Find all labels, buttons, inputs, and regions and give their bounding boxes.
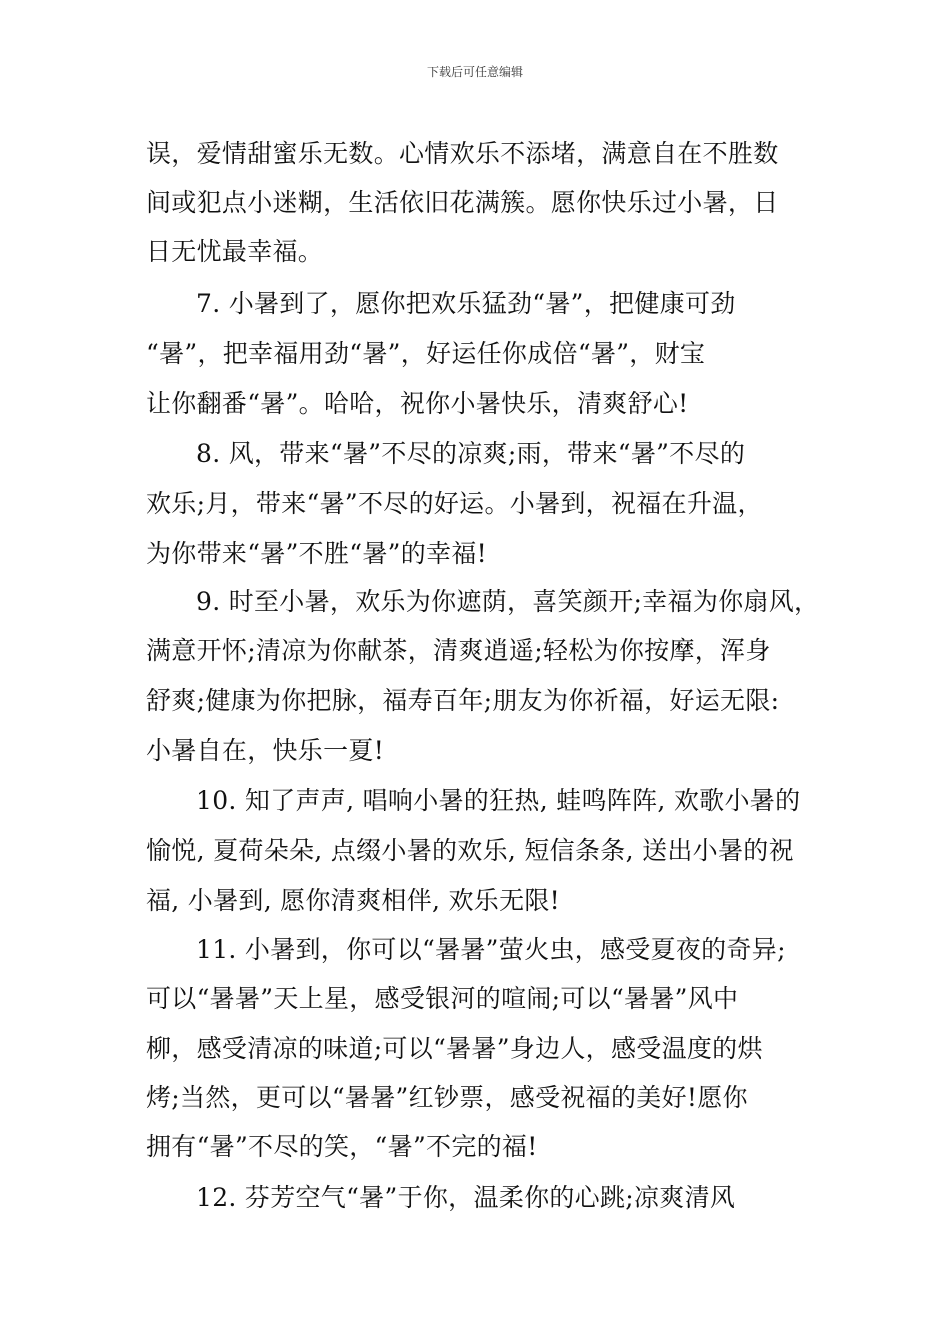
text-line: “暑”，把幸福用劲“暑”，好运任你成倍“暑”，财宝 bbox=[146, 339, 706, 368]
text-line: 让你翻番“暑”。哈哈，祝你小暑快乐，清爽舒心! bbox=[146, 389, 689, 418]
text-line: 8. 风，带来“暑”不尽的凉爽;雨，带来“暑”不尽的 bbox=[196, 439, 746, 468]
text-line: 拥有“暑”不尽的笑，“暑”不完的福! bbox=[146, 1132, 538, 1161]
text-line: 愉悦, 夏荷朵朵, 点缀小暑的欢乐, 短信条条, 送出小暑的祝 bbox=[146, 836, 794, 865]
text-line: 满意开怀;清凉为你献茶，清爽逍遥;轻松为你按摩，浑身 bbox=[146, 636, 771, 665]
text-line: 烤;当然，更可以“暑暑”红钞票，感受祝福的美好!愿你 bbox=[146, 1083, 748, 1112]
text-line: 9. 时至小暑，欢乐为你遮荫，喜笑颜开;幸福为你扇风， bbox=[196, 587, 820, 616]
text-line: 欢乐;月，带来“暑”不尽的好运。小暑到，祝福在升温， bbox=[146, 489, 763, 518]
text-line: 7. 小暑到了，愿你把欢乐猛劲“暑”，把健康可劲 bbox=[196, 289, 736, 318]
page-header: 下载后可任意编辑 bbox=[426, 65, 523, 79]
text-line: 日无忧最幸福。 bbox=[146, 237, 324, 266]
text-line: 福, 小暑到, 愿你清爽相伴, 欢乐无限! bbox=[146, 886, 561, 915]
text-line: 柳，感受清凉的味道;可以“暑暑”身边人，感受温度的烘 bbox=[146, 1034, 763, 1063]
text-line: 为你带来“暑”不胜“暑”的幸福! bbox=[146, 539, 487, 568]
text-line: 12. 芬芳空气“暑”于你，温柔你的心跳;凉爽清风 bbox=[196, 1183, 736, 1212]
text-line: 误，爱情甜蜜乐无数。心情欢乐不添堵，满意自在不胜数 bbox=[146, 139, 779, 168]
text-line: 10. 知了声声, 唱响小暑的狂热, 蛙鸣阵阵, 欢歌小暑的 bbox=[196, 786, 801, 815]
text-line: 间或犯点小迷糊，生活依旧花满簇。愿你快乐过小暑，日 bbox=[146, 188, 779, 217]
text-line: 舒爽;健康为你把脉，福寿百年;朋友为你祈福，好运无限: bbox=[146, 686, 780, 715]
text-line: 小暑自在，快乐一夏! bbox=[146, 736, 385, 765]
text-line: 可以“暑暑”天上星，感受银河的喧闹;可以“暑暑”风中 bbox=[146, 984, 739, 1013]
text-line: 11. 小暑到，你可以“暑暑”萤火虫，感受夏夜的奇异; bbox=[196, 935, 786, 964]
